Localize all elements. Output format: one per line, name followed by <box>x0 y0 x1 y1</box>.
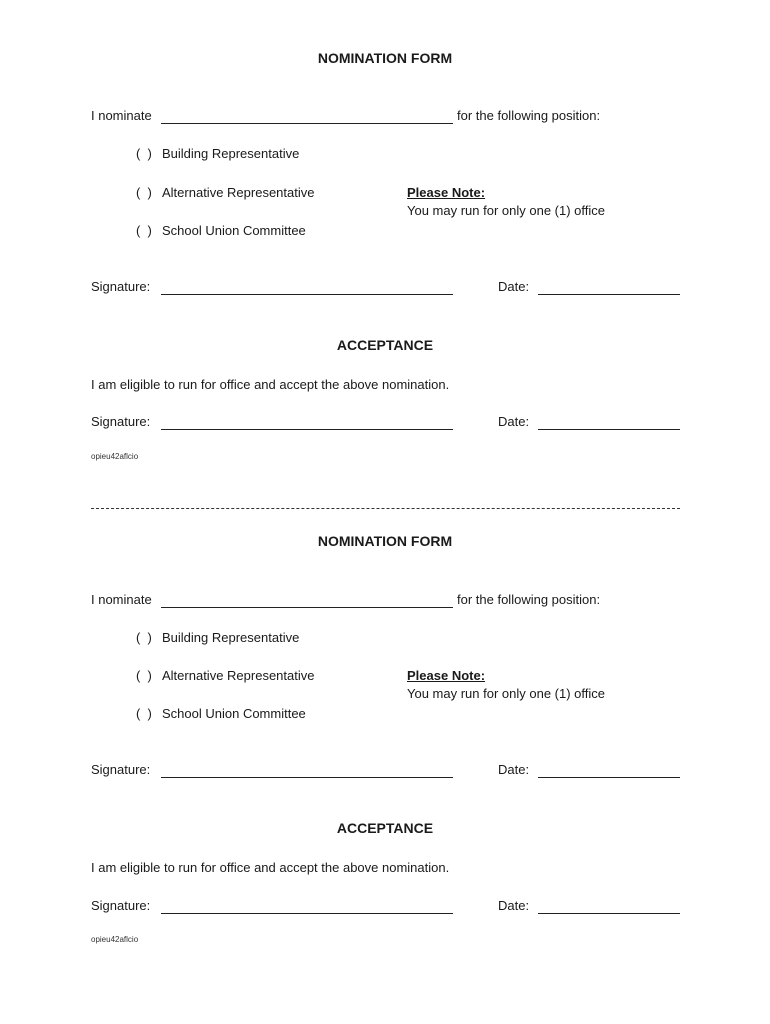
position-checkbox-alternative-rep[interactable]: ( ) <box>136 668 152 683</box>
signature-field[interactable] <box>161 777 453 778</box>
acceptance-signature-label: Signature: <box>91 898 151 913</box>
acceptance-title: ACCEPTANCE <box>336 337 434 353</box>
acceptance-date-label: Date: <box>498 414 530 429</box>
position-checkbox-building-rep[interactable]: ( ) <box>136 630 152 645</box>
note-heading: Please Note: <box>407 668 486 683</box>
footer-mark: opieu42aflcio <box>91 452 139 461</box>
position-checkbox-alternative-rep[interactable]: ( ) <box>136 185 152 200</box>
acceptance-text: I am eligible to run for office and accept the above nomination. <box>91 860 450 875</box>
acceptance-title: ACCEPTANCE <box>336 820 434 836</box>
position-label-alternative-rep: Alternative Representative <box>162 185 315 200</box>
position-label-school-union: School Union Committee <box>162 706 306 721</box>
note-text: You may run for only one (1) office <box>407 686 606 701</box>
nominate-prefix: I nominate <box>91 108 152 123</box>
acceptance-signature-field[interactable] <box>161 429 453 430</box>
signature-label: Signature: <box>91 279 151 294</box>
position-checkbox-school-union[interactable]: ( ) <box>136 223 152 238</box>
position-label-building-rep: Building Representative <box>162 630 300 645</box>
position-label-building-rep: Building Representative <box>162 146 300 161</box>
signature-label: Signature: <box>91 762 151 777</box>
position-label-school-union: School Union Committee <box>162 223 306 238</box>
form-title: NOMINATION FORM <box>317 50 453 66</box>
signature-field[interactable] <box>161 294 453 295</box>
position-label-alternative-rep: Alternative Representative <box>162 668 315 683</box>
form-title: NOMINATION FORM <box>317 533 453 549</box>
footer-mark: opieu42aflcio <box>91 935 139 944</box>
acceptance-signature-field[interactable] <box>161 913 453 914</box>
date-label: Date: <box>498 762 530 777</box>
note-text: You may run for only one (1) office <box>407 203 606 218</box>
nominate-prefix: I nominate <box>91 592 152 607</box>
acceptance-date-label: Date: <box>498 898 530 913</box>
note-heading: Please Note: <box>407 185 486 200</box>
acceptance-date-field[interactable] <box>538 429 680 430</box>
date-field[interactable] <box>538 777 680 778</box>
position-checkbox-school-union[interactable]: ( ) <box>136 706 152 721</box>
cut-line-divider <box>91 508 680 509</box>
date-field[interactable] <box>538 294 680 295</box>
nominee-name-field[interactable] <box>161 607 453 608</box>
nominee-name-field[interactable] <box>161 123 453 124</box>
acceptance-text: I am eligible to run for office and accept the above nomination. <box>91 377 450 392</box>
nominate-suffix: for the following position: <box>457 592 601 607</box>
acceptance-signature-label: Signature: <box>91 414 151 429</box>
date-label: Date: <box>498 279 530 294</box>
position-checkbox-building-rep[interactable]: ( ) <box>136 146 152 161</box>
nominate-suffix: for the following position: <box>457 108 601 123</box>
acceptance-date-field[interactable] <box>538 913 680 914</box>
